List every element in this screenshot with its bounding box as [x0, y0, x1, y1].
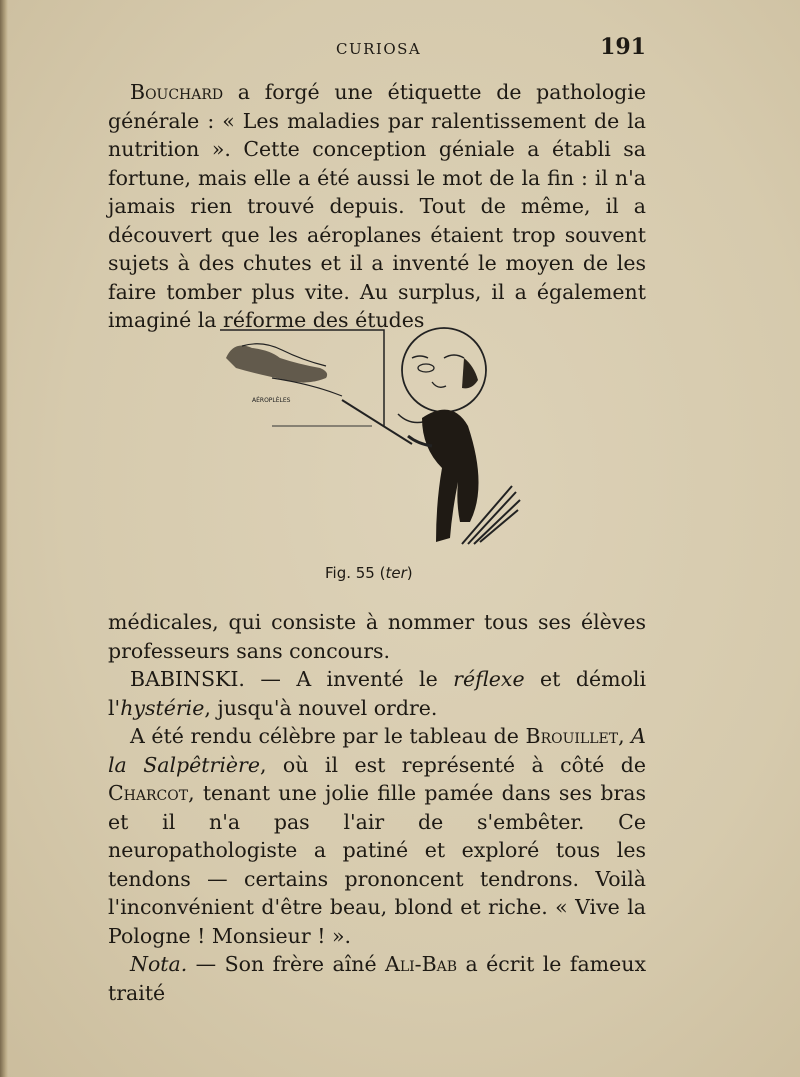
figure-caption [325, 564, 413, 582]
babinski-text-b: et démoli l' [108, 667, 646, 720]
paragraph-etudes-cont: médicales, qui consiste à nommer tous ses élèves professeurs sans concours. [108, 610, 646, 663]
top-text-block [108, 78, 646, 335]
paragraph-bouchard [108, 78, 646, 335]
name-charcot: Charcot [108, 781, 189, 805]
name-brouillet: Brouillet [525, 724, 619, 748]
nota-text-a: — Son frère aîné [187, 952, 386, 976]
running-title: CURIOSA [336, 40, 422, 58]
babinski-text-a: — A inventé le [244, 667, 454, 691]
page-number: 191 [600, 34, 646, 60]
name-ali-bab: Ali-Bab [385, 952, 458, 976]
running-head [108, 34, 646, 64]
name-babinski: BABINSKI. [130, 667, 245, 691]
paragraph-babinski [108, 665, 646, 722]
brouillet-text-b: , [618, 724, 632, 748]
paragraph-nota [108, 950, 646, 1007]
board-label: AÉROPLÈLES [252, 397, 291, 404]
caption-italic: ter [385, 564, 407, 582]
nota-label: Nota. [130, 952, 188, 976]
caption-prefix: Fig. 55 ( [325, 564, 386, 582]
brouillet-text-d: , tenant une jolie fille pamée dans ses bras et il n'a pas l'air de s'embêter. Ce neuropathologiste a patiné et exploré tous les tendons — certains prononcent tendrons. Voilà l'inconvénient d'être beau, blond et riche. « Vive la Pologne ! Monsieur ! ». [108, 781, 646, 948]
paragraph-bouchard-text: a forgé une étiquette de pathologie générale : « Les maladies par ralentissement de la nutrition ». Cette conception géniale a établi sa fortune, mais elle a été aussi le mot de la fin : il n'a jamais rien trouvé depuis. Tout de même, il a découvert que les aéroplanes étaient trop souvent sujets à des chutes et il a inventé le moyen de les faire tomber plus vite. Au surplus, il a également imaginé la réforme des études [108, 80, 646, 332]
bottom-text-block [108, 608, 646, 1007]
babinski-text-c: , jusqu'à nouvel ordre. [204, 695, 438, 720]
brouillet-text-a: A été rendu célèbre par le tableau de [130, 724, 526, 748]
caption-suffix: ) [406, 564, 413, 582]
paragraph-brouillet [108, 722, 646, 950]
page-spine-shadow [0, 0, 8, 1077]
nota-text-b: a écrit le fameux traité [108, 952, 647, 1005]
word-hysterie: hystérie [120, 695, 205, 720]
painting-title: A la Salpêtrière [108, 724, 646, 777]
brouillet-text-c: , où il est représenté à côté de [259, 752, 647, 777]
word-reflexe: réflexe [453, 667, 525, 691]
name-bouchard: Bouchard [130, 80, 224, 104]
caricature-figure [212, 318, 532, 558]
caricature-illustration [212, 318, 532, 558]
